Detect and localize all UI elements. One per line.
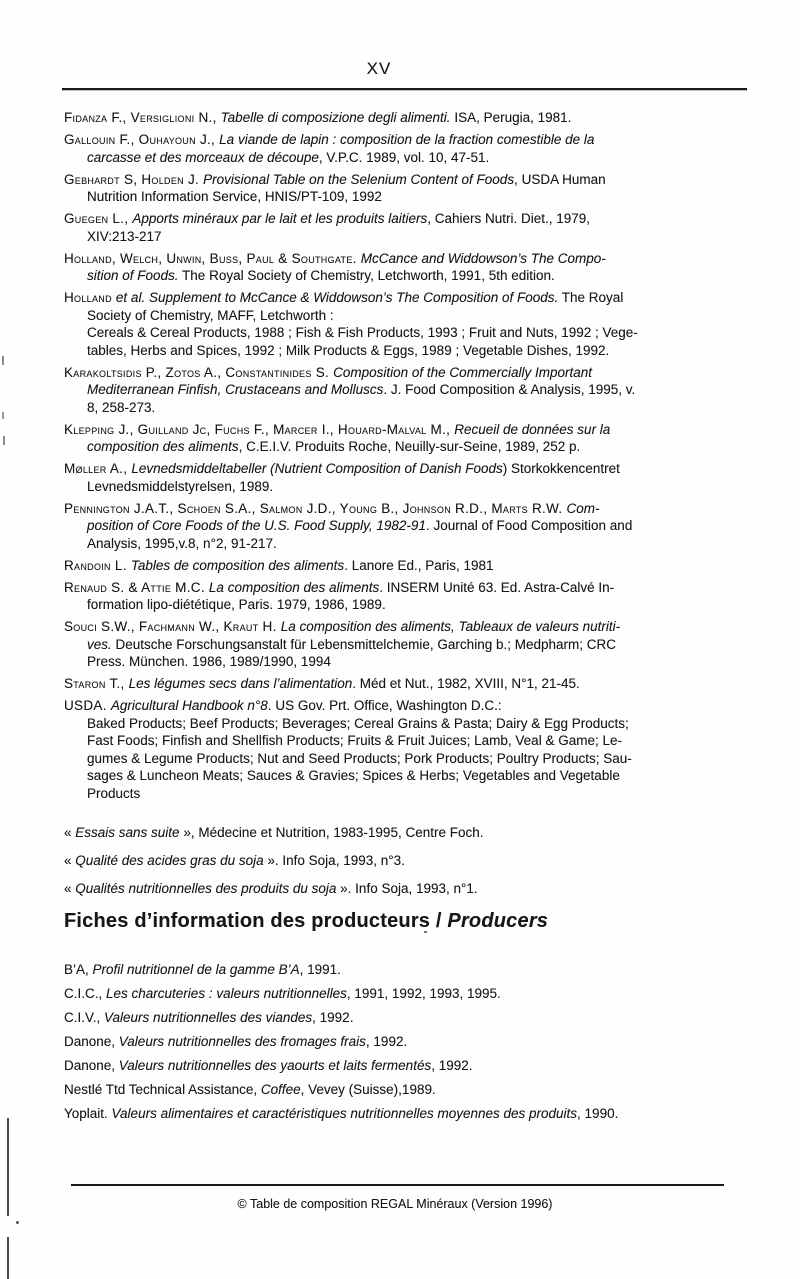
- producer-entry: B’A, Profil nutritionnel de la gamme B’A, 1991.: [64, 961, 341, 977]
- reference-entry: Randoin L. Tables de composition des aliments. Lanore Ed., Paris, 1981: [64, 557, 494, 573]
- quote-entry: « Essais sans suite », Médecine et Nutrition, 1983-1995, Centre Foch.: [64, 825, 484, 840]
- quotes-section: [64, 824, 748, 898]
- reference-entry: Pennington J.A.T., Schoen S.A., Salmon J.D., Young B., Johnson R.D., Marts R.W. Com- position of Core Foods of the U.S. Food Supply, 1982-91. Journal of Food Composition and Analysis, 1995,v.8, n°2, 91-217.: [64, 500, 633, 551]
- producers-heading-en: Producers: [447, 909, 549, 932]
- reference-entry: Souci S.W., Fachmann W., Kraut H. La composition des aliments, Tableaux de valeurs nutriti- ves. Deutsche Forschungsanstalt für Lebensmittelchemie, Garching b.; Medpharm; CRC Press. München. 1986, 1989/1990, 1994: [64, 619, 621, 669]
- reference-entry: Karakoltsidis P., Zotos A., Constantinides S. Composition of the Commercially Important Mediterranean Finfish, Crustaceans and Molluscs. J. Food Composition & Analysis, 1995, v. 8, 258-273.: [64, 364, 636, 415]
- scan-artifact-dot: [16, 1221, 19, 1224]
- quote-entry: « Qualité des acides gras du soja ». Info Soja, 1993, n°3.: [64, 853, 405, 868]
- producer-entry: Danone, Valeurs nutritionnelles des yaourts et laits fermentés, 1992.: [64, 1057, 473, 1073]
- scan-artifact-tick: [2, 356, 4, 365]
- reference-entry: Gallouin F., Ouhayoun J., La viande de lapin : composition de la fraction comestible de la carcasse et des morceaux de découpe, V.P.C. 1989, vol. 10, 47-51.: [64, 132, 595, 165]
- reference-entry: USDA. Agricultural Handbook n°8. US Gov. Prt. Office, Washington D.C.: Baked Products; Beef Products; Beverages; Cereal Grains & Pasta; Dairy & Egg Products; Fast Foods; Finfish and Shellfish Products; Fruits & Fruit Juices; Lamb, Veal & Game; Le- gumes & Legume Products; Nut and Seed Products; Pork Products; Poultry Products; Sau- sages & Luncheon Meats; Sauces & Gravies; Spices & Herbs; Vegetables and Vegetable Products: [64, 698, 632, 801]
- bibliography-content: [64, 90, 748, 1122]
- footer-text: © Table de composition REGAL Minéraux (Version 1996): [237, 1197, 553, 1211]
- reference-entry: Fidanza F., Versiglioni N., Tabelle di composizione degli alimenti. ISA, Perugia, 1981.: [64, 110, 572, 125]
- reference-entry: Staron T., Les légumes secs dans l’alimentation. Méd et Nut., 1982, XVIII, N°1, 21-45.: [64, 676, 580, 691]
- page-number: XV: [366, 59, 392, 78]
- scan-artifact-dot: [424, 931, 427, 933]
- producers-heading-fr: Fiches d’information des producteurs /: [64, 909, 448, 932]
- reference-entry: Guegen L., Apports minéraux par le lait et les produits laitiers, Cahiers Nutri. Diet., 1979, XIV:213-217: [64, 211, 591, 244]
- quote-entry: « Qualités nutritionnelles des produits du soja ». Info Soja, 1993, n°1.: [64, 881, 478, 896]
- reference-entry: Holland, Welch, Unwin, Buss, Paul & Southgate. McCance and Widdowson’s The Compo- sition of Foods. The Royal Society of Chemistry, Letchworth, 1991, 5th edition.: [64, 250, 606, 283]
- reference-entry: Holland et al. Supplement to McCance & Widdowson’s The Composition of Foods. The Royal Society of Chemistry, MAFF, Letchworth : Cereals & Cereal Products, 1988 ; Fish & Fish Products, 1993 ; Fruit and Nuts, 1992 ; Vege- tables, Herbs and Spices, 1992 ; Milk Products & Eggs, 1989 ; Vegetable Dishes, 1992.: [64, 290, 638, 358]
- producers-section: [64, 961, 748, 1123]
- producers-heading: [64, 909, 748, 933]
- producer-entry: Nestlé Ttd Technical Assistance, Coffee, Vevey (Suisse),1989.: [64, 1081, 436, 1097]
- producer-entry: C.I.C., Les charcuteries : valeurs nutritionnelles, 1991, 1992, 1993, 1995.: [64, 985, 501, 1001]
- producer-entry: Danone, Valeurs nutritionnelles des fromages frais, 1992.: [64, 1033, 408, 1049]
- footer-rule: [71, 1184, 724, 1186]
- scan-artifact-vertical-line: [7, 1118, 9, 1216]
- scan-artifact-tick: [3, 436, 5, 445]
- reference-entry: Klepping J., Guilland Jc, Fuchs F., Marcer I., Houard-Malval M., Recueil de données sur la composition des aliments, C.E.I.V. Produits Roche, Neuilly-sur-Seine, 1989, 252 p.: [64, 421, 611, 454]
- references-section: [64, 109, 748, 802]
- scan-artifact-tick: [2, 412, 4, 419]
- reference-entry: Gebhardt S, Holden J. Provisional Table on the Selenium Content of Foods, USDA Human Nutrition Information Service, HNIS/PT-109, 1992: [64, 171, 606, 204]
- scan-artifact-vertical-line: [7, 1237, 9, 1279]
- reference-entry: Møller A., Levnedsmiddeltabeller (Nutrient Composition of Danish Foods) Storkokkencentret Levnedsmiddelstyrelsen, 1989.: [64, 461, 620, 494]
- producer-entry: Yoplait. Valeurs alimentaires et caractéristiques nutritionnelles moyennes des produits, 1990.: [64, 1105, 619, 1121]
- producer-entry: C.I.V., Valeurs nutritionnelles des viandes, 1992.: [64, 1009, 354, 1025]
- reference-entry: Renaud S. & Attie M.C. La composition des aliments. INSERM Unité 63. Ed. Astra-Calvé In- formation lipo-diététique, Paris. 1979, 1986, 1989.: [64, 579, 615, 612]
